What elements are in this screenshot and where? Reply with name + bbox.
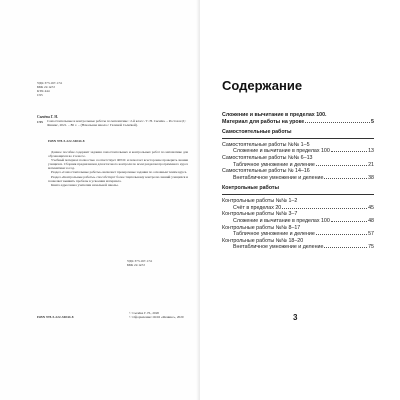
udk-line: КТК 444: [37, 89, 50, 94]
isbn-bottom: ISBN 978-5-222-34044-8: [37, 315, 74, 319]
toc-entry[interactable]: [222, 205, 374, 212]
toc-leader-dots: [305, 122, 370, 123]
toc-section: [222, 112, 374, 125]
copyright-block: [129, 311, 184, 319]
toc-section: [222, 185, 374, 250]
toc-entry-label: Самостоятельные работы № 14–16: [222, 168, 310, 175]
author-name: Сычёва Г. Н.: [37, 115, 59, 119]
bibliographic-record: [37, 115, 187, 127]
section-rule: [222, 138, 374, 139]
toc-entry-sub: Внетабличное умножение и деление: [233, 244, 324, 251]
toc-section-heading: Контрольные работы: [222, 185, 280, 192]
udk-line: УДК 373.167.1:51: [127, 259, 153, 263]
toc-leader-dots: [331, 221, 367, 222]
toc-entry[interactable]: [222, 231, 374, 238]
toc-title: Содержание: [222, 78, 303, 93]
udk-block-bottom: [127, 259, 152, 267]
annotation-paragraph: Раздел «Самостоятельные работы» включает проверочные задания по основным темам курса.: [51, 170, 188, 175]
toc-section-heading: Сложение и вычитание в пределах 100.: [222, 112, 327, 118]
copyright-line: © Оформление: ООО «Феникс», 2020: [129, 315, 184, 320]
toc-entry[interactable]: [222, 162, 374, 169]
annotation: [48, 150, 188, 187]
copyright-line: © Сычёва Г. Н., 2020: [129, 311, 160, 315]
catalog-code: С95: [37, 120, 43, 124]
toc-leader-dots: [324, 247, 367, 248]
toc-entry-sub: Сложение и вычитание в пределах 100: [233, 217, 330, 224]
toc-entry[interactable]: [222, 119, 374, 126]
isbn-top: ISBN 978-5-222-34044-8: [48, 139, 85, 143]
toc-entry[interactable]: [222, 148, 374, 155]
toc-page-number: 21: [368, 161, 374, 168]
toc-entry-label: Контрольные работы №№ 3–7: [222, 211, 298, 218]
toc-leader-dots: [282, 208, 367, 209]
toc-entry[interactable]: [222, 218, 374, 225]
toc-leader-dots: [316, 234, 367, 235]
toc-page-number: 45: [368, 204, 374, 211]
udk-line: ББК 22.1я72: [37, 85, 55, 90]
toc-section: [222, 129, 374, 181]
udk-line: ББК 22.1я72: [127, 263, 145, 268]
toc-page-number: 75: [368, 244, 374, 251]
udk-line: УДК 373.167.1:51: [37, 81, 63, 85]
toc-entry-sub: Счёт в пределах 20: [233, 204, 282, 211]
toc-entry-label: Самостоятельные работы №№ 6–13: [222, 155, 313, 162]
toc-leader-dots: [331, 151, 367, 152]
table-of-contents: [222, 112, 374, 251]
toc-leader-dots: [316, 165, 367, 166]
toc-entry-label: Контрольные работы №№ 8–17: [222, 224, 301, 231]
bibliographic-description: Самостоятельные и контрольные работы по математике : 2-й класс / Г. Н. Сычёва. – Ростов н/Д : Феникс, 2021. – 86 с. – (Начальная школа с Галиной Сычёвой).: [47, 119, 187, 128]
toc-entry[interactable]: [222, 175, 374, 182]
toc-entry-sub: Табличное умножение и деление: [233, 231, 315, 238]
udk-block: [37, 81, 97, 97]
toc-page-number: 5: [371, 118, 374, 125]
toc-entry[interactable]: [222, 244, 374, 251]
toc-entry-label: Контрольные работы №№ 1–2: [222, 198, 298, 205]
toc-page-number: 57: [368, 231, 374, 238]
annotation-paragraph: Учебный материал полностью соответствует ФГОС и помогает всесторонне проверить знания учащихся. Сборник предназначен для итогового контроля по всем разделам программного курса математики за год.: [48, 158, 188, 171]
udk-line: С95: [37, 93, 43, 98]
toc-entry-sub: Табличное умножение и деление: [233, 161, 315, 168]
toc-entry-sub: Внетабличное умножение и деление: [233, 174, 324, 181]
toc-entry-sub: Сложение и вычитание в пределах 100: [233, 148, 330, 155]
toc-section-heading: Самостоятельные работы: [222, 129, 292, 136]
annotation-paragraph: Раздел «Контрольные работы» способствует более тщательному контролю знаний учащихся и позволяет выявить пробелы в усвоении материала.: [48, 174, 188, 183]
page-number: 3: [293, 313, 298, 322]
toc-page-number: 48: [368, 217, 374, 224]
toc-leader-dots: [324, 178, 367, 179]
toc-page-number: 38: [368, 174, 374, 181]
annotation-paragraph: Данное пособие содержит задания самостоятельных и контрольных работ по математике для обучающихся во 2 классе.: [48, 150, 188, 159]
toc-entry-label: Материал для работы на уроке: [222, 118, 305, 125]
toc-entry-label: Контрольные работы №№ 18–20: [222, 237, 304, 244]
toc-entry-label: Самостоятельные работы №№ 1–5: [222, 141, 310, 148]
toc-page-number: 13: [368, 148, 374, 155]
section-rule: [222, 194, 374, 195]
annotation-paragraph: Книга адресована учителям начальной школы.: [51, 182, 119, 187]
